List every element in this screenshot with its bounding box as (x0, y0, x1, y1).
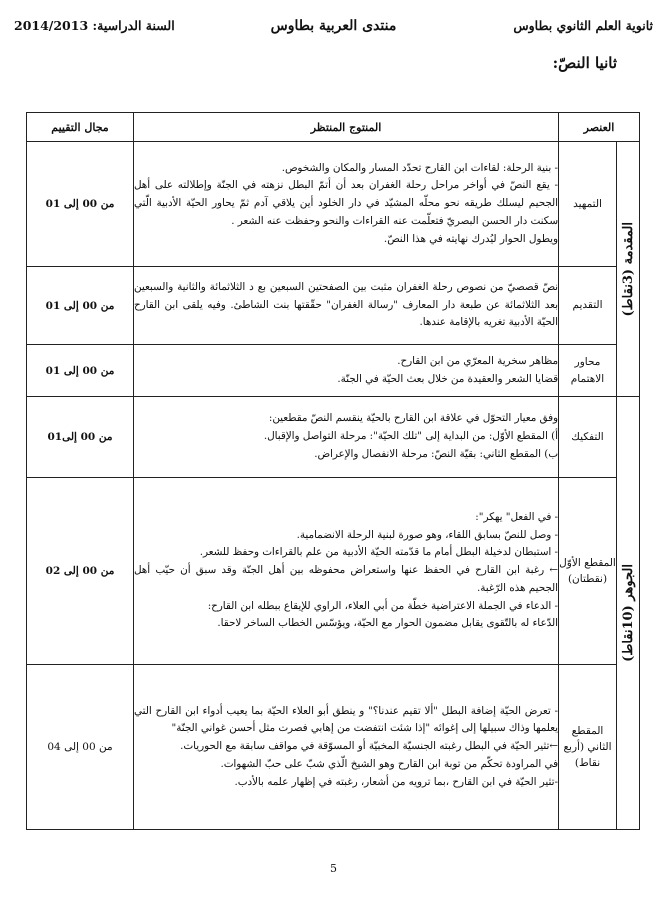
group-body-label: الجوهر (10نقاط) (620, 564, 636, 662)
content-line: في المراودة تحكّم من توبة ابن القارح وهو الشيخ الّذي شبّ على حبّ الشهوات. (220, 757, 558, 770)
element-cell: التفكيك (559, 397, 617, 478)
page-number: 5 (330, 862, 337, 875)
content-line: - بنية الرحلة: لقاءات ابن القارح تحدّد المسار والمكان والشخوص. (281, 161, 558, 174)
table-row (27, 345, 640, 397)
group-intro-label: المقدمة (3نقاط) (620, 221, 636, 317)
table-row (27, 665, 640, 830)
content-line: ويطول الحوار ليُدرك نهايته في هذا النصّ. (383, 232, 558, 245)
content-line: ←تثير الحيّة في البطل رغبته الجنسيّة المخبيّة أو المسوّقة في مواقف سابقة مع الحوريات. (180, 740, 558, 753)
element-cell: المقطع الأوّل (نقطتان) (559, 478, 617, 665)
header-expected: المنتوج المنتظر (134, 113, 559, 142)
content-cell (134, 267, 559, 345)
element-cell: محاور الاهتمام (559, 345, 617, 397)
score-cell: من 00 إلى 01 (27, 345, 134, 397)
content-line: -تثير الحيّة في ابن القارح ،بما ترويه من أشعار، رغبته في إظهار علمه بالأدب. (234, 775, 558, 788)
element-cell: التمهيد (559, 142, 617, 267)
table-header-row (27, 113, 640, 142)
content-line: نصّ قصصيّ من نصوص رحلة الغفران مثبت بين الصفحتين السبعين بع د الثلاثمائة والثانية والسبعين بعد الثلاثمائة عن طبعة دار المعارف "رسالة الغفران" حقّقتها بنت الشاطئ. وفيه يلقى ابن القارح الحيّة الأدبية تغريه بالإقامة عندها. (134, 280, 558, 329)
page-header (14, 18, 653, 40)
table-row (27, 142, 640, 267)
content-line: - تعرض الحيّة إضافة البطل "ألا تقيم عندنا؟" و ينطق أبو العلاء الحيّة بما يعيب أدواء ابن القارح التي يعلمها وذاك سبيلها إلى إغوائه "إذا شئت انتفضت من إهابي فصرت مثل أحسن غواني الجنّة" (134, 704, 558, 735)
score-cell: من 00 إلى01 (27, 397, 134, 478)
content-line: - يقع النصّ في أواخر مراحل رحلة الغفران بعد أن أتمّ البطل نزهته في الجنّة وإطلالته على أهل الجحيم ليسلك طريقه نحو محلّه المشيّد في دار الخلود أين يلاقي آدم ثمّ يحاور الحيّة الأدبية الّتي سكنت دار الحسن البصريّ فتعلّمت عنه القراءات والنحو وحفظت عنه الشعر . (134, 179, 558, 227)
content-cell (134, 142, 559, 267)
table-row (27, 478, 640, 665)
content-line: مظاهر سخرية المعرّي من ابن القارح. (397, 354, 558, 367)
content-line: - في الفعل" يهكر": (475, 511, 558, 524)
school-year: السنة الدراسية: 2014/2013 (14, 18, 175, 33)
content-line: - وصل للنصّ بسابق اللقاء، وهو صورة لبنية الرحلة الانضمامية. (296, 528, 558, 541)
content-line: قضايا الشعر والعقيدة من خلال بعث الحيّة في الجنّة. (337, 372, 558, 385)
content-line: ← رغبة ابن القارح في الحفظ عنها واستعراض محفوظه بين أهل الجنّة وقد سبق أن حيّب أهل الجحيم هذه الرّغبة. (134, 564, 558, 594)
content-line: الدّعاء له بالتّقوى يقابل مضمون الحوار مع الحيّة، ويؤسّس الخطاب الساخر لاحقا. (217, 617, 558, 630)
score-cell: من 00 إلى 01 (27, 142, 134, 267)
section-title: ثانيا النصّ: (552, 54, 617, 72)
group-body-cell (617, 397, 640, 830)
element-cell: المقطع الثاني (أربع نقاط) (559, 665, 617, 830)
header-title: منتدى العربية بطاوس (270, 18, 397, 34)
score-cell: من 00 إلى 02 (27, 478, 134, 665)
table-row (27, 397, 640, 478)
content-line: - الدعاء في الجملة الاعتراضية خطّة من أبي العلاء، الراوي للإيقاع ببطله ابن القارح: (207, 599, 558, 612)
group-intro-cell (617, 142, 640, 397)
content-cell (134, 478, 559, 665)
school-name: ثانوية العلم الثانوي بطاوس (513, 18, 653, 33)
content-cell (134, 397, 559, 478)
content-line: ب) المقطع الثاني: بقيّة النصّ: مرحلة الانفصال والإعراض. (314, 447, 558, 460)
score-cell: من 00 إلى 04 (27, 665, 134, 830)
header-score: مجال التقييم (27, 113, 134, 142)
grading-table (26, 112, 640, 830)
content-line: أ) المقطع الأوّل: من البداية إلى "تلك الحيّة": مرحلة التواصل والإقبال. (263, 430, 558, 443)
content-line: وفق معيار التحوّل في علاقة ابن القارح بالحيّة ينقسم النصّ مقطعين: (268, 412, 558, 425)
content-line: - استبطان لدخيلة البطل أمام ما قدّمته الحيّة الأدبية من علم بالقراءات وحفظ للشعر. (199, 546, 558, 559)
score-cell: من 00 إلى 01 (27, 267, 134, 345)
header-element: العنصر (559, 113, 640, 142)
element-cell: التقديم (559, 267, 617, 345)
content-cell (134, 345, 559, 397)
content-cell (134, 665, 559, 830)
table-row (27, 267, 640, 345)
